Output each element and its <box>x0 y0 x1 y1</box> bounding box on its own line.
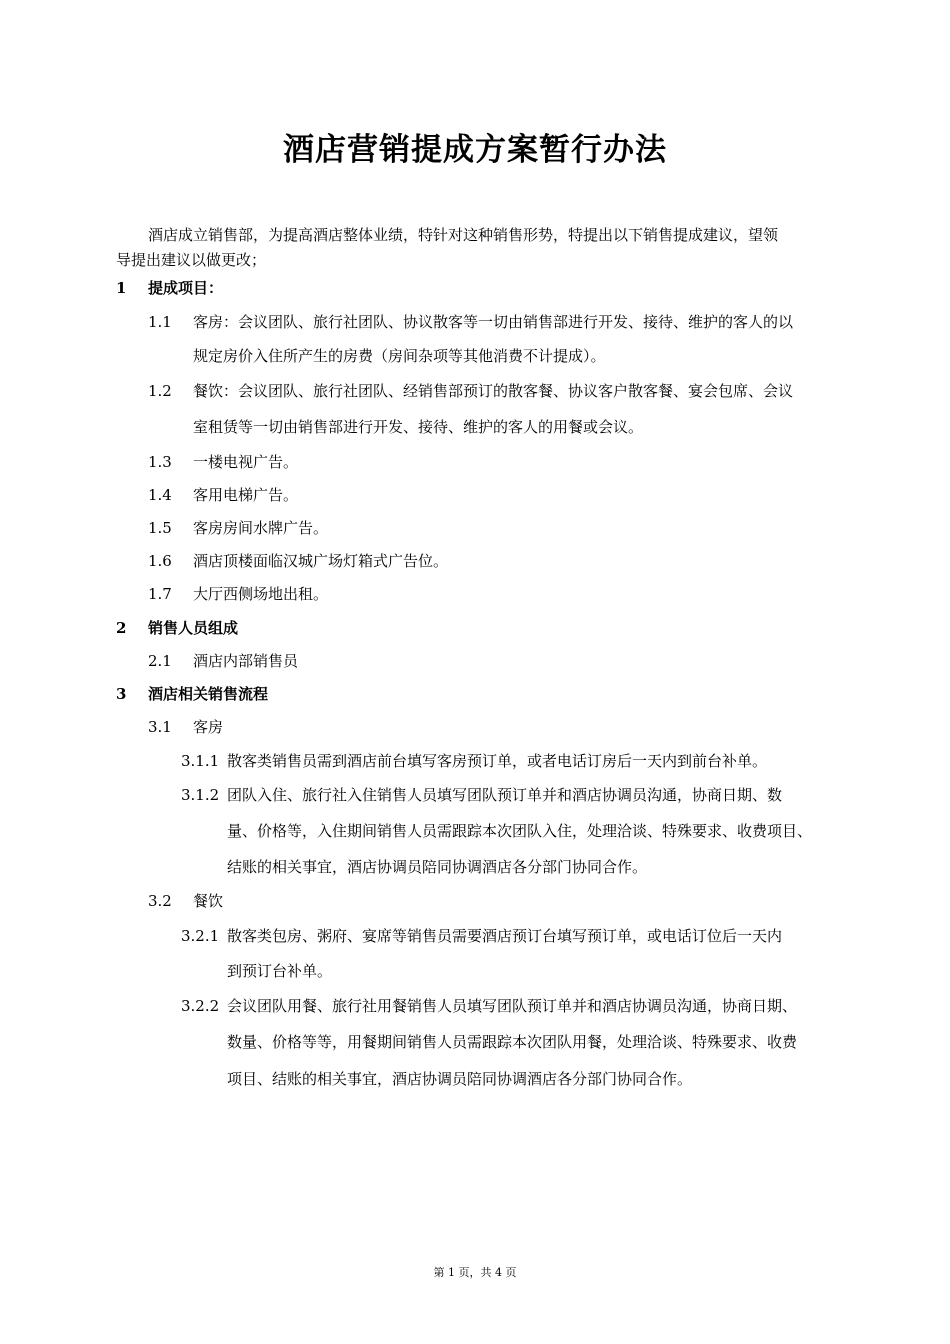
item-1-4-text: 客用电梯广告。 <box>193 486 299 504</box>
item-1-7-number: 1.7 <box>148 585 172 603</box>
item-2-1-number: 2.1 <box>148 652 172 670</box>
document-title: 酒店营销提成方案暂行办法 <box>283 132 667 168</box>
item-3-1-2-line-3: 结账的相关事宜，酒店协调员陪同协调酒店各分部门协同合作。 <box>227 858 648 876</box>
item-3-1-2-number: 3.1.2 <box>181 786 220 804</box>
item-1-6-number: 1.6 <box>148 552 172 570</box>
item-3-2-1-number: 3.2.1 <box>181 927 220 945</box>
item-3-2-text: 餐饮 <box>193 892 224 910</box>
item-3-2-2-number: 3.2.2 <box>181 997 220 1015</box>
item-3-1-1-number: 3.1.1 <box>181 752 220 770</box>
item-3-2-1-line-1: 散客类包房、粥府、宴席等销售员需要酒店预订台填写预订单，或电话订位后一天内 <box>227 927 783 945</box>
item-3-1-number: 3.1 <box>148 718 172 736</box>
item-2-1-text: 酒店内部销售员 <box>193 652 299 670</box>
intro-line-2: 导提出建议以做更改； <box>116 251 267 269</box>
section-2-heading: 销售人员组成 <box>148 619 239 637</box>
section-1-number: 1 <box>116 279 127 297</box>
item-1-6-text: 酒店顶楼面临汉城广场灯箱式广告位。 <box>193 552 449 570</box>
item-1-5-number: 1.5 <box>148 519 172 537</box>
section-2-number: 2 <box>116 619 127 637</box>
section-1-heading: 提成项目： <box>148 279 224 297</box>
item-3-2-2-line-3: 项目、结账的相关事宜，酒店协调员陪同协调酒店各分部门协同合作。 <box>227 1070 693 1088</box>
item-1-1-line-1: 客房：会议团队、旅行社团队、协议散客等一切由销售部进行开发、接待、维护的客人的以 <box>193 313 794 331</box>
item-3-2-number: 3.2 <box>148 892 172 910</box>
item-1-5-text: 客房房间水牌广告。 <box>193 519 329 537</box>
item-1-1-number: 1.1 <box>148 313 172 331</box>
page-footer: 第 1 页，共 4 页 <box>433 1266 517 1279</box>
section-3-heading: 酒店相关销售流程 <box>148 685 269 703</box>
item-1-2-line-1: 餐饮：会议团队、旅行社团队、经销售部预订的散客餐、协议客户散客餐、宴会包席、会议 <box>193 382 794 400</box>
item-3-1-2-line-2: 量、价格等，入住期间销售人员需跟踪本次团队入住，处理洽谈、特殊要求、收费项目、 <box>227 822 813 840</box>
item-3-2-2-line-2: 数量、价格等等，用餐期间销售人员需跟踪本次团队用餐，处理洽谈、特殊要求、收费 <box>227 1033 798 1051</box>
item-3-2-1-line-2: 到预订台补单。 <box>227 962 333 980</box>
item-1-3-number: 1.3 <box>148 453 172 471</box>
item-1-4-number: 1.4 <box>148 486 172 504</box>
item-3-1-text: 客房 <box>193 718 224 736</box>
item-1-2-number: 1.2 <box>148 382 172 400</box>
section-3-number: 3 <box>116 685 127 703</box>
item-3-1-2-line-1: 团队入住、旅行社入住销售人员填写团队预订单并和酒店协调员沟通，协商日期、数 <box>227 786 783 804</box>
item-3-1-1-text: 散客类销售员需到酒店前台填写客房预订单，或者电话订房后一天内到前台补单。 <box>227 752 768 770</box>
item-1-7-text: 大厅西侧场地出租。 <box>193 585 329 603</box>
item-1-1-line-2: 规定房价入住所产生的房费（房间杂项等其他消费不计提成）。 <box>193 347 606 365</box>
intro-line-1: 酒店成立销售部，为提高酒店整体业绩，特针对这种销售形势，特提出以下销售提成建议，望领 <box>148 226 779 244</box>
item-1-2-line-2: 室租赁等一切由销售部进行开发、接待、维护的客人的用餐或会议。 <box>193 418 644 436</box>
item-1-3-text: 一楼电视广告。 <box>193 453 299 471</box>
item-3-2-2-line-1: 会议团队用餐、旅行社用餐销售人员填写团队预订单并和酒店协调员沟通，协商日期、 <box>227 997 798 1015</box>
